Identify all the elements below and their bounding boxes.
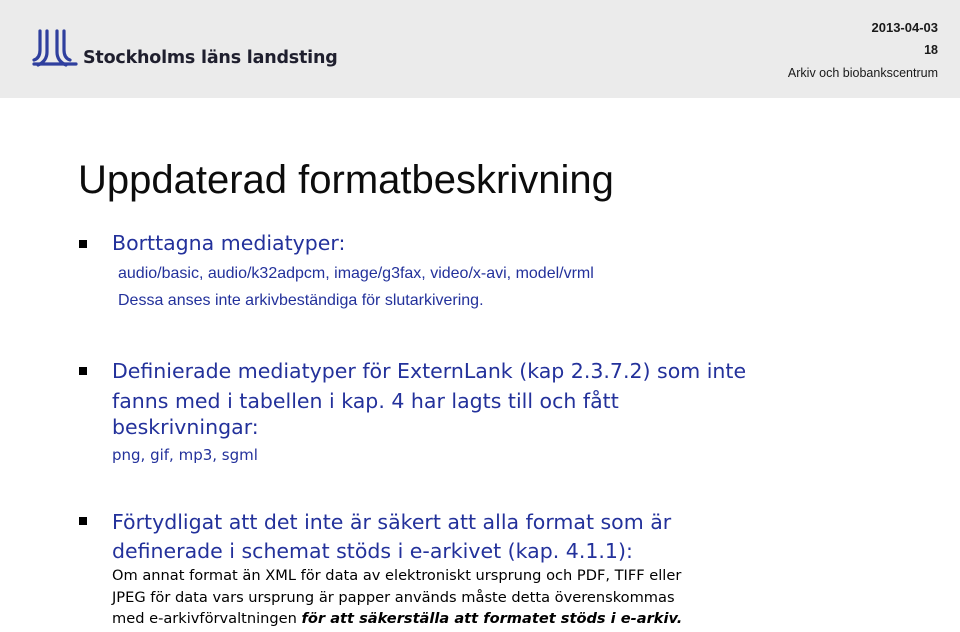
bullet-2-heading-3: beskrivningar: xyxy=(112,415,259,439)
bullet-3-sub-3-line xyxy=(112,609,682,629)
slide-title: Uppdaterad formatbeskrivning xyxy=(78,158,614,202)
bullet-marker-3 xyxy=(79,517,87,525)
slide-header xyxy=(0,0,960,98)
bullet-3-sub-3: med e-arkivförvaltningen xyxy=(112,610,302,627)
bullet-3-heading-1: Förtydligat att det inte är säkert att alla format som är xyxy=(112,510,672,534)
bullet-2-sub-1: png, gif, mp3, sgml xyxy=(112,446,258,464)
bullet-1-sub-1: audio/basic, audio/k32adpcm, image/g3fax, video/x-avi, model/vrml xyxy=(118,265,594,282)
department-name: Arkiv och biobankscentrum xyxy=(787,66,938,80)
bullet-3-heading-2: definerade i schemat stöds i e-arkivet (kap. 4.1.1): xyxy=(112,539,633,563)
sll-logo-mark-icon xyxy=(32,28,80,68)
bullet-marker-1 xyxy=(79,240,87,248)
slide-date: 2013-04-03 xyxy=(871,20,938,35)
bullet-1-sub-2: Dessa anses inte arkivbeständiga för slutarkivering. xyxy=(118,292,484,309)
bullet-marker-2 xyxy=(79,367,87,375)
organization-name: Stockholms läns landsting xyxy=(83,48,338,68)
page-number: 18 xyxy=(924,43,938,57)
bullet-2-heading-1: Definierade mediatyper för ExternLank (kap 2.3.7.2) som inte xyxy=(112,359,747,383)
bullet-3-sub-1: Om annat format än XML för data av elektroniskt ursprung och PDF, TIFF eller xyxy=(112,567,682,584)
bullet-3-emphasis: för att säkerställa att formatet stöds i e-arkiv. xyxy=(301,610,683,627)
bullet-3-sub-2: JPEG för data vars ursprung är papper används måste detta överenskommas xyxy=(112,589,675,606)
bullet-2-heading-2: fanns med i tabellen i kap. 4 har lagts till och fått xyxy=(112,389,619,413)
bullet-1-heading: Borttagna mediatyper: xyxy=(112,231,346,255)
